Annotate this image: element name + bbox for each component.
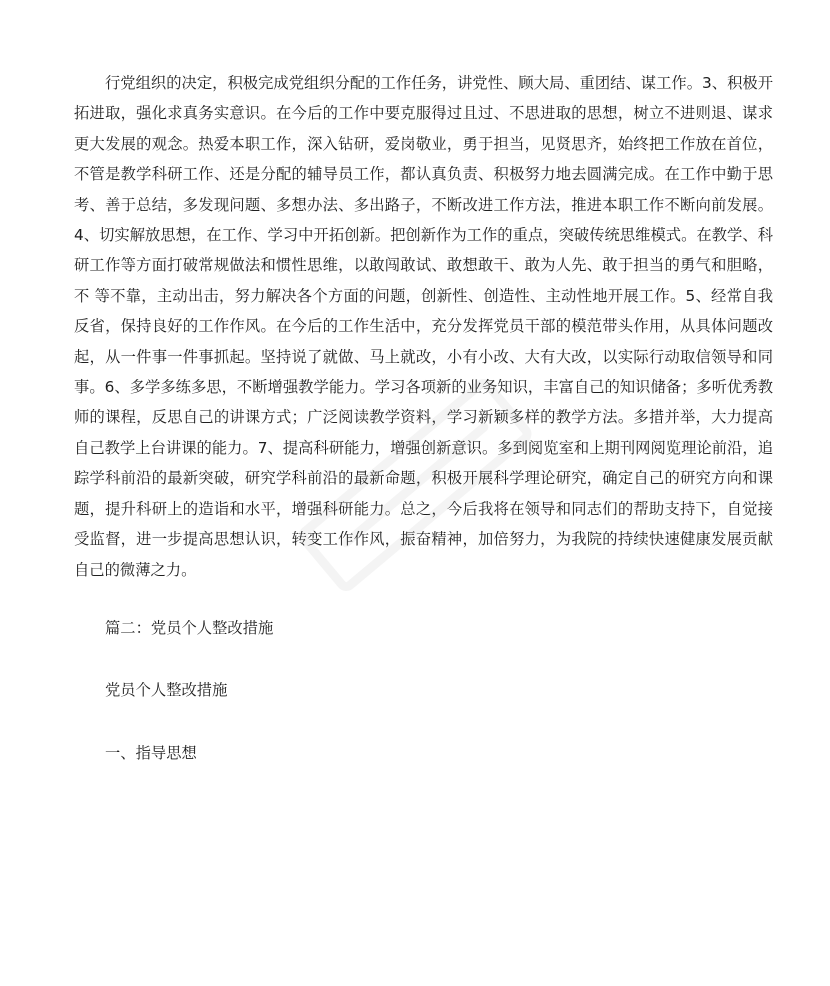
subsection-heading: 一、指导思想 — [105, 743, 197, 762]
document-title: 党员个人整改措施 — [105, 681, 228, 700]
section-heading: 篇二：党员个人整改措施 — [105, 618, 274, 637]
body-paragraph: 行党组织的决定，积极完成党组织分配的工作任务，讲党性、顾大局、重团结、谋工作。3、积极开拓进取，强化求真务实意识。在今后的工作中要克服得过且过、不思进取的思想，树立不进则退、谋求更大发展的观念。热爱本职工作，深入钻研，爱岗敬业，勇于担当，见贤思齐，始终把工作放在首位，不管是教学科研工作、还是分配的辅导员工作，都认真负责、积极努力地去圆满完成。在工作中勤于思考、善于总结，多发现问题、多想办法、多出路子，不断改进工作方法，推进本职工作不断向前发展。4、切实解放思想，在工作、学习中开拓创新。把创新作为工作的重点，突破传统思维模式。在教学、科研工作等方面打破常规做法和惯性思维，以敢闯敢试、敢想敢干、敢为人先、敢于担当的勇气和胆略，不 等不靠，主动出击，努力解决各个方面的问题，创新性、创造性、主动性地开展工作。5、经常自我反省，保持良好的工作作风。在今后的工作生活中，充分发挥党员干部的模范带头作用，从具体问题改起，从一件事一件事抓起。坚持说了就做、马上就改，小有小改、大有大改，以实际行动取信领导和同事。6、多学多练多思，不断增强教学能力。学习各项新的业务知识，丰富自己的知识储备；多听优秀教师的课程，反思自己的讲课方式；广泛阅读教学资料，学习新颖多样的教学方法。多措并举，大力提高自己教学上台讲课的能力。7、提高科研能力，增强创新意识。多到阅览室和上期刊网阅览理论前沿，追踪学科前沿的最新突破，研究学科前沿的最新命题，积极开展科学理论研究，确定自己的研究方向和课题，提升科研上的造诣和水平，增强科研能力。总之，今后我将在领导和同志们的帮助支持下，自觉接受监督，进一步提高思想认识，转变工作作风，振奋精神，加倍努力，为我院的持续快速健康发展贡献自己的微薄之力。 — [74, 74, 773, 579]
